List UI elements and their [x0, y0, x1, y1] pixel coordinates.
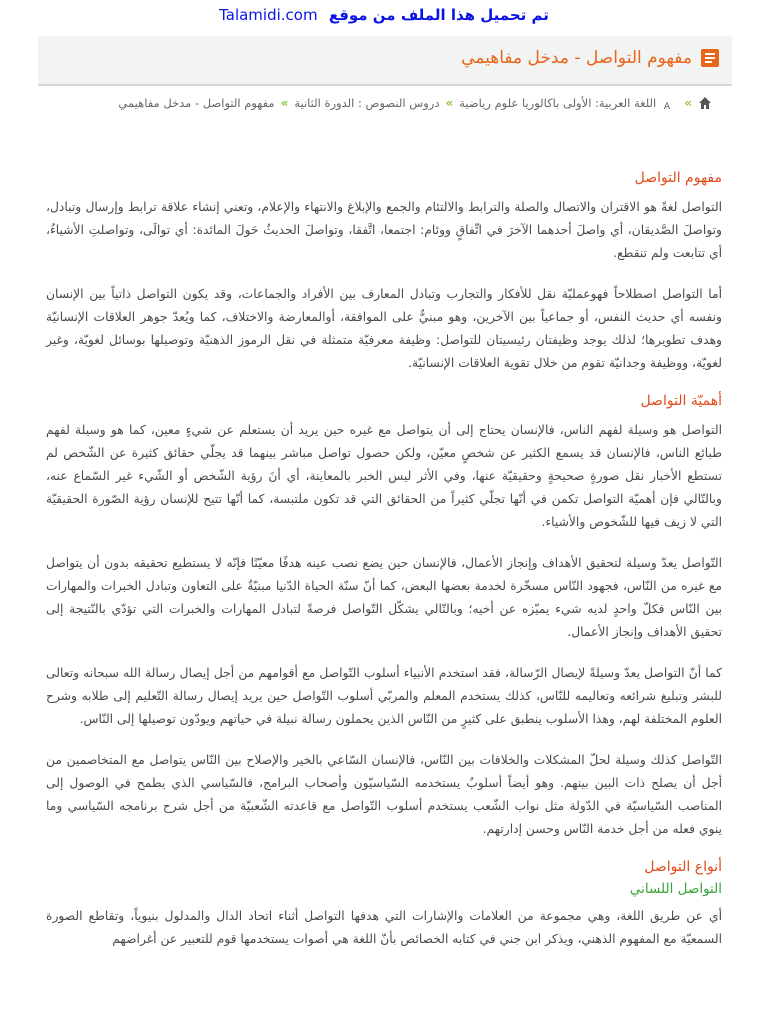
- title-wrap: [461, 48, 720, 68]
- paragraph: التّواصل يعدّ وسيلة لتحقيق الأهداف وإنجاز الأعمال، فالإنسان حين يضع نصب عينه هدفًا معيّنًا فإنّه لا يستطيع تحقيقه بدون أن يتواصل مع غيره من النّاس، فجهود النّاس مسخّرة لخدمة بعضها البعض، كما أنّ سنّة الحياة الدّنيا مبنيّةٌ على التعاون وتبادل الخبرات والمهارات بين النّاس فكلّ واحدٍ لديه شيء يميّزه عن أخيه؛ وبالتّالي يشكّل التّواصل فرصةً لتبادل المهارات والخبرات التي تؤدّي بالنّتيجة إلى تحقيق الأهداف وإنجاز الأعمال.: [46, 556, 722, 639]
- paragraph: أما التواصل اصطلاحاً فهوعمليّة نقل للأفكار والتجارب وتبادل المعارف بين الأفراد والجماعات، وقد يكون التواصل ذاتياً بين الإنسان ونفسه أي حديث النفس، أو جماعياً بين الآخرين، وهو مبنيٌّ على الموافقة، أوالمعارضة والاختلاف، كما ويُعدّ جوهر العلاقات الإنسانيّة وهدف تطويرها؛ لذلك يوجد وظيفتان رئيسيتان للتواصل: وظيفة معرفيّة متمثلة في نقل الرموز الذهنيّة وتوصيلها بوسائل لغويّة، وغير لغويّة، ووظيفة وجدانيّة تقوم من خلال تقوية العلاقات الإنسانيّة.: [46, 287, 722, 370]
- banner-site-link[interactable]: Talamidi.com: [219, 6, 318, 24]
- home-icon[interactable]: [698, 96, 712, 110]
- paragraph: كما أنّ التواصل يعدّ وسيلةً لإيصال الرّسالة، فقد استخدم الأنبياء أسلوب التّواصل مع أقوامهم من أجل إيصال رسالة الله سبحانه وتعالى للبشر وتبليغ شرائعه وتعاليمه للنّاس، كذلك يستخدم المعلم والمربّي أسلوب التّواصل حين يريد إيصال رسالة التّعليم إلى طلابه وشرح العلوم المختلفة لهم، وهذا الأسلوب ينطبق على كثيرٍ من النّاس الذين يحملون رسالة نبيلة في حياتهم ويودّون توصيلها إلى النّاس.: [46, 666, 722, 726]
- breadcrumb: [52, 96, 712, 110]
- breadcrumb-separator: »: [280, 96, 289, 110]
- breadcrumb-item-arabic-course[interactable]: اللغة العربية: الأولى باكالوريا علوم رياضية: [459, 96, 657, 110]
- svg-text:A: A: [664, 102, 671, 110]
- section-subheading: التواصل اللساني: [629, 881, 722, 897]
- breadcrumb-separator: »: [684, 96, 692, 110]
- section-importance: [46, 393, 722, 841]
- breadcrumb-item-texts-lessons[interactable]: دروس النصوص : الدورة الثانية: [294, 96, 440, 110]
- banner-text: تم تحميل هذا الملف من موقع: [328, 6, 549, 24]
- section-types: [46, 859, 722, 951]
- section-heading: مفهوم التواصل: [634, 170, 722, 186]
- article-content: [46, 170, 722, 969]
- paragraph: التواصل لغةً هو الاقتران والاتصال والصلة والترابط والالتئام والجمع والإبلاغ والانتهاء والإعلام، وتعني إنشاء علاقة ترابط وإرسال وتبادل، وتواصلَ الصَّديقان، أي واصلَ أحدهما الآخرَ في اتِّفاقٍ ووئام: اجتمعا، اتَّفقا، وتواصلَ الحديثُ حَولَ المائدة: أي توالَى، وتواصلتِ الأشياءُ، أي تتابعت ولم تنقطع.: [46, 200, 722, 260]
- paragraph: التّواصل كذلك وسيلة لحلّ المشكلات والخلافات بين النّاس، فالإنسان السّاعي بالخير والإصلاح بين النّاس يتواصل مع المتخاصمين من أجل أن يصلح ذات البين بينهم. وهو أيضاً أسلوبٌ يستخدمه السّياسيّون وأصحاب البرامج، فالسّياسي الذي يطمح في الوصول إلى المناصب السّياسيّة في الدّولة مثل نواب الشّعب يستخدم أسلوب التّواصل مع قاعدته الشّعبيّة من أجل شرح برنامجه السّياسي وما ينوي فعله من أجل خدمة النّاس وحسن إدارتهم.: [46, 753, 722, 836]
- page-title: مفهوم التواصل - مدخل مفاهيمي: [461, 48, 692, 68]
- breadcrumb-separator: »: [445, 96, 454, 110]
- paragraph: التواصل هو وسيلة لفهم الناس، فالإنسان يحتاج إلى أن يتواصل مع غيره حين يريد أن يستعلم عن شيءٍ معين، كما هو وسيلة لفهم طبائع الناس، فالإنسان قد يسمع الكثير عن شخصٍ معيّن، ولكن حصول تواصل مباشر بينهما قد يجلّي حقائق كثيرة عن الشّخص لم تستطع الأخبار نقل صورةٍ صحيحةٍ وحقيقيّة عنها، وفي الأثر ليس الخبر بالمعاينة، أي أنَ رؤية الشّخص أو الشّيء غير السّماع عنه، وبالتّالي فإن أهميّة التواصل تكمن في أنّها تجلّي كثيراً من الحقائق التي قد تكون ملتبسة، كما أنّها تتيح للإنسان رؤية الصّورة الحقيقيّة التي لا زيف فيها للشّخوص والأشياء.: [46, 423, 722, 529]
- paragraph: أي عن طريق اللغة، وهي مجموعة من العلامات والإشارات التي هدفها التواصل أثناء اتحاد الدال والمدلول بنيوياً، وتقاطع الصورة السمعيّة مع المفهوم الذهني، ويذكر ابن جني في كتابه الخصائص بأنّ اللغة هي أصوات يستخدمها قوم للتعبير عن أغراضهم: [46, 909, 722, 946]
- section-concept: [46, 170, 722, 375]
- translate-icon: [662, 96, 678, 110]
- section-heading: أهميّة التواصل: [640, 393, 722, 409]
- breadcrumb-item-current: مفهوم التواصل - مدخل مفاهيمي: [118, 96, 275, 110]
- download-banner: [0, 0, 768, 28]
- section-heading: أنواع التواصل: [644, 859, 722, 875]
- page-header: [38, 36, 732, 86]
- doc-icon: [700, 48, 720, 68]
